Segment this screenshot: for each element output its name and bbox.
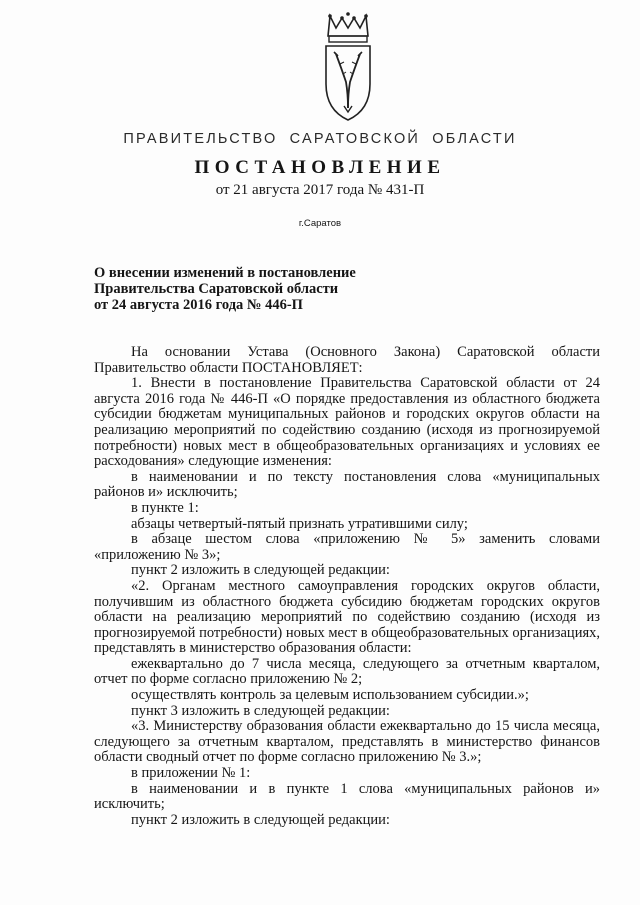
body-paragraph: пункт 2 изложить в следующей редакции:: [131, 811, 390, 828]
body-paragraph: ежеквартально до 7 числа месяца, следующего за отчетным кварталом, отчет по форме согласно приложению № 2;: [94, 655, 600, 688]
document-type: ПОСТАНОВЛЕНИЕ: [194, 157, 446, 178]
body-paragraph: 1. Внести в постановление Правительства Саратовской области от 24 августа 2016 года № 446-П «О порядке предоставления из областного бюджета субсидии бюджетам муниципальных районов и городских округов области на реализацию мероприятий по содействию созданию (исходя из прогнозируемой потребности) новых мест в общеобразовательных организациях и условиях ее расходования» следующие изменения:: [94, 375, 600, 470]
subject-line: Правительства Саратовской области: [94, 281, 339, 297]
document-date-number: от 21 августа 2017 года № 431-П: [215, 182, 425, 198]
body-paragraph: в пункте 1:: [131, 499, 199, 516]
body-paragraph: «2. Органам местного самоуправления городских округов области, получившим из областного бюджета субсидию бюджетам городских округов области на реализацию мероприятий по содействию созданию (исходя из прогнозируемой потребности) новых мест в общеобразовательных организациях, представлять в министерство образования области:: [94, 577, 600, 657]
coat-of-arms-icon: [322, 12, 374, 124]
body-paragraph: «3. Министерству образования области ежеквартально до 15 числа месяца, следующего за отчетным кварталом, представлять в министерство финансов области сводный отчет по форме согласно приложению № 3.»;: [94, 718, 600, 766]
subject-line: О внесении изменений в постановление: [94, 265, 356, 281]
body-paragraph: в абзаце шестом слова «приложению № 5» заменить словами «приложению № 3»;: [94, 531, 600, 563]
body-paragraph: в наименовании и в пункте 1 слова «муниципальных районов и» исключить;: [94, 780, 600, 813]
subject-line: от 24 августа 2016 года № 446-П: [94, 297, 303, 313]
body-paragraph: осуществлять контроль за целевым использованием субсидии.»;: [131, 687, 529, 704]
document-city: г.Саратов: [298, 218, 342, 229]
document-body: [94, 345, 600, 828]
body-paragraph: в приложении № 1:: [131, 765, 251, 782]
document-subject: [94, 265, 454, 313]
body-paragraph: абзацы четвертый-пятый признать утратившими силу;: [131, 515, 468, 532]
body-paragraph: в наименовании и по тексту постановления слова «муниципальных районов и» исключить;: [94, 468, 600, 501]
body-paragraph: На основании Устава (Основного Закона) Саратовской области Правительство области ПОСТАНОВЛЯЕТ:: [94, 344, 600, 376]
body-paragraph: пункт 2 изложить в следующей редакции:: [131, 562, 390, 579]
body-paragraph: пункт 3 изложить в следующей редакции:: [131, 702, 390, 719]
government-name: ПРАВИТЕЛЬСТВО САРАТОВСКОЙ ОБЛАСТИ: [123, 131, 517, 147]
